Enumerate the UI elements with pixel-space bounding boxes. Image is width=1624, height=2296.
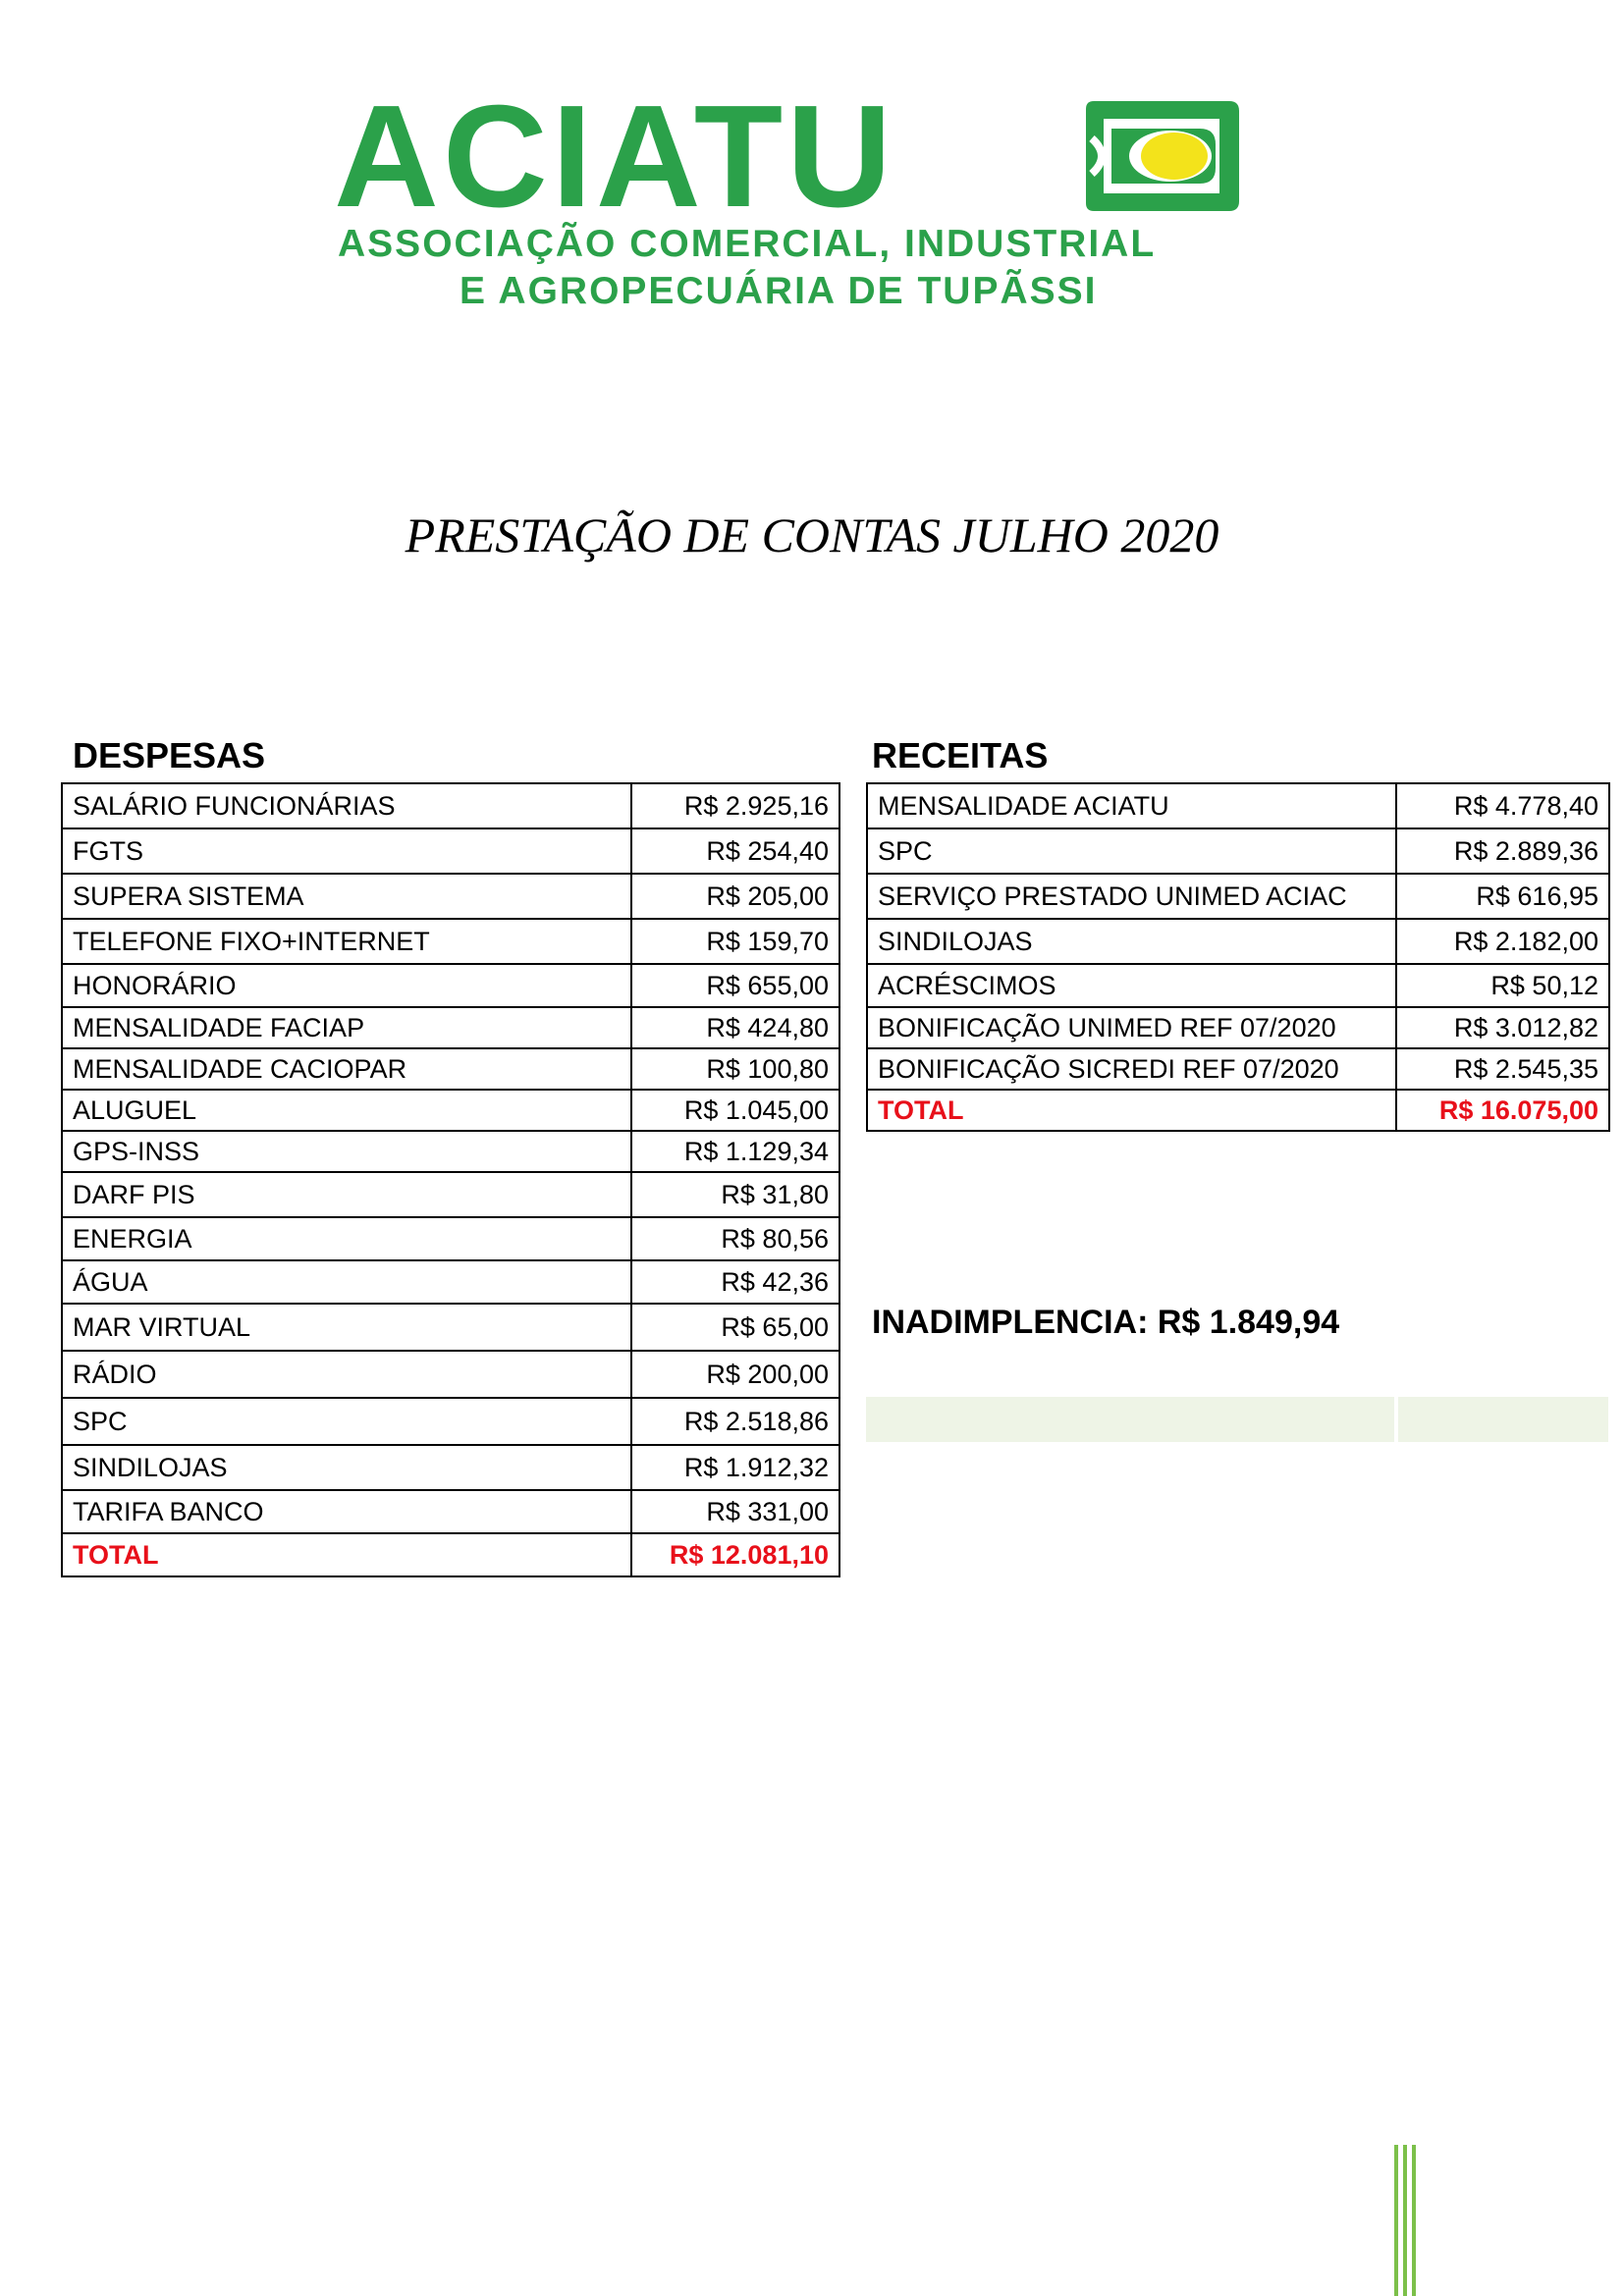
- row-label: FGTS: [62, 828, 631, 874]
- row-value: R$ 331,00: [631, 1490, 839, 1533]
- row-value: R$ 2.545,35: [1396, 1048, 1609, 1090]
- table-row: [62, 1090, 839, 1131]
- row-label: SUPERA SISTEMA: [62, 874, 631, 919]
- table-row: [62, 1490, 839, 1533]
- row-value: R$ 4.778,40: [1396, 783, 1609, 828]
- row-label: SINDILOJAS: [62, 1445, 631, 1490]
- receitas-heading: RECEITAS: [872, 735, 1049, 775]
- total-label: TOTAL: [867, 1090, 1396, 1131]
- row-label: TELEFONE FIXO+INTERNET: [62, 919, 631, 964]
- row-value: R$ 1.912,32: [631, 1445, 839, 1490]
- row-label: SALÁRIO FUNCIONÁRIAS: [62, 783, 631, 828]
- row-value: R$ 2.182,00: [1396, 919, 1609, 964]
- table-row: [62, 783, 839, 828]
- row-label: SERVIÇO PRESTADO UNIMED ACIAC: [867, 874, 1396, 919]
- row-label: HONORÁRIO: [62, 964, 631, 1007]
- row-label: ACRÉSCIMOS: [867, 964, 1396, 1007]
- row-label: DARF PIS: [62, 1172, 631, 1217]
- table-row: [867, 964, 1609, 1007]
- total-row: [62, 1533, 839, 1576]
- row-value: R$ 2.889,36: [1396, 828, 1609, 874]
- table-row: [867, 874, 1609, 919]
- total-label: TOTAL: [62, 1533, 631, 1576]
- table-row: [62, 1398, 839, 1445]
- despesas-table: [61, 782, 840, 1577]
- row-value: R$ 424,80: [631, 1007, 839, 1048]
- table-row: [867, 919, 1609, 964]
- row-value: R$ 205,00: [631, 874, 839, 919]
- row-value: R$ 2.925,16: [631, 783, 839, 828]
- table-row: [62, 1172, 839, 1217]
- row-label: ENERGIA: [62, 1217, 631, 1260]
- table-row: [62, 1217, 839, 1260]
- table-row: [62, 964, 839, 1007]
- row-label: ÁGUA: [62, 1260, 631, 1304]
- table-row: [867, 828, 1609, 874]
- table-row: [62, 874, 839, 919]
- total-row: [867, 1090, 1609, 1131]
- row-value: R$ 65,00: [631, 1304, 839, 1351]
- table-row: [62, 1445, 839, 1490]
- row-value: R$ 3.012,82: [1396, 1007, 1609, 1048]
- row-value: R$ 31,80: [631, 1172, 839, 1217]
- document-title: PRESTAÇÃO DE CONTAS JULHO 2020: [405, 507, 1219, 562]
- table-row: [62, 919, 839, 964]
- row-value: R$ 616,95: [1396, 874, 1609, 919]
- row-label: SPC: [867, 828, 1396, 874]
- row-value: R$ 254,40: [631, 828, 839, 874]
- table-row: [62, 1351, 839, 1398]
- table-row: [867, 1048, 1609, 1090]
- shaded-empty-cell: [866, 1397, 1394, 1442]
- table-row: [62, 1260, 839, 1304]
- row-label: ALUGUEL: [62, 1090, 631, 1131]
- page-margin-lines: [1394, 2145, 1418, 2296]
- row-label: TARIFA BANCO: [62, 1490, 631, 1533]
- row-label: MENSALIDADE ACIATU: [867, 783, 1396, 828]
- row-label: BONIFICAÇÃO UNIMED REF 07/2020: [867, 1007, 1396, 1048]
- row-value: R$ 100,80: [631, 1048, 839, 1090]
- table-row: [62, 1304, 839, 1351]
- despesas-heading: DESPESAS: [73, 735, 266, 775]
- logo-wordmark: ACIATU: [334, 76, 896, 238]
- row-label: MAR VIRTUAL: [62, 1304, 631, 1351]
- total-value: R$ 16.075,00: [1396, 1090, 1609, 1131]
- row-value: R$ 1.129,34: [631, 1131, 839, 1172]
- inadimplencia-summary: INADIMPLENCIA: R$ 1.849,94: [872, 1304, 1340, 1341]
- logo-sun-emblem-icon: [1072, 99, 1247, 213]
- row-value: R$ 80,56: [631, 1217, 839, 1260]
- row-label: MENSALIDADE FACIAP: [62, 1007, 631, 1048]
- row-value: R$ 200,00: [631, 1351, 839, 1398]
- aciatu-logo: [334, 76, 1257, 312]
- table-row: [62, 1007, 839, 1048]
- logo-subtitle-line2: E AGROPECUÁRIA DE TUPÃSSI: [460, 270, 1098, 312]
- row-label: RÁDIO: [62, 1351, 631, 1398]
- row-label: SINDILOJAS: [867, 919, 1396, 964]
- table-row: [62, 1131, 839, 1172]
- total-value: R$ 12.081,10: [631, 1533, 839, 1576]
- row-label: MENSALIDADE CACIOPAR: [62, 1048, 631, 1090]
- table-row: [62, 828, 839, 874]
- table-row: [867, 783, 1609, 828]
- row-value: R$ 1.045,00: [631, 1090, 839, 1131]
- row-value: R$ 2.518,86: [631, 1398, 839, 1445]
- row-value: R$ 50,12: [1396, 964, 1609, 1007]
- shaded-empty-cell: [1398, 1397, 1608, 1442]
- receitas-table: [866, 782, 1610, 1132]
- row-value: R$ 655,00: [631, 964, 839, 1007]
- row-label: GPS-INSS: [62, 1131, 631, 1172]
- table-row: [62, 1048, 839, 1090]
- row-label: SPC: [62, 1398, 631, 1445]
- table-row: [867, 1007, 1609, 1048]
- row-label: BONIFICAÇÃO SICREDI REF 07/2020: [867, 1048, 1396, 1090]
- row-value: R$ 42,36: [631, 1260, 839, 1304]
- logo-subtitle-line1: ASSOCIAÇÃO COMERCIAL, INDUSTRIAL: [338, 223, 1157, 265]
- row-value: R$ 159,70: [631, 919, 839, 964]
